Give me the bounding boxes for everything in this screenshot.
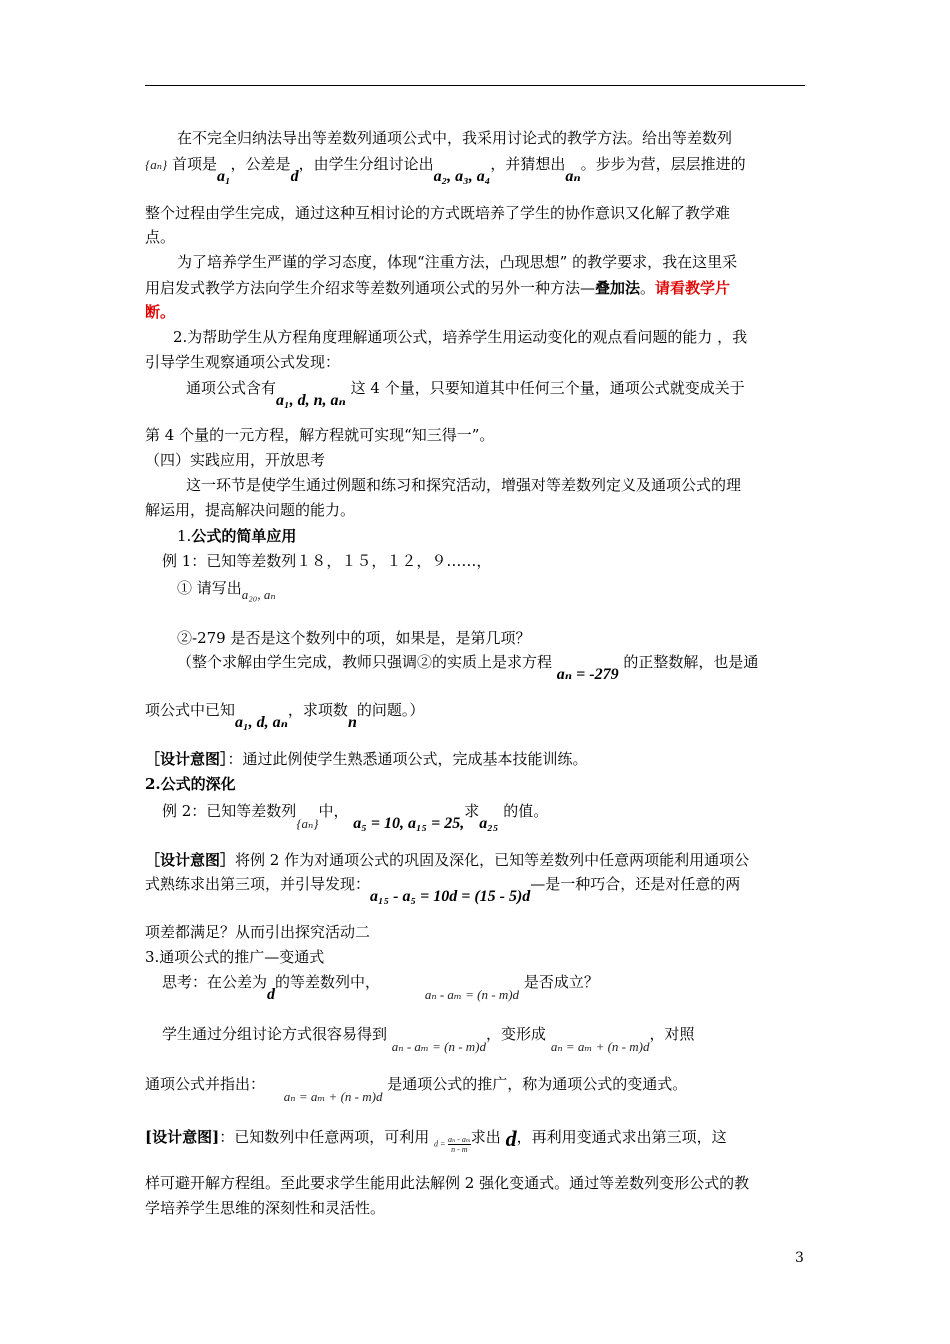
text: 学生通过分组讨论方式很容易得到 xyxy=(162,1025,388,1043)
sub2-intent-line1 xyxy=(145,850,749,870)
para2-line3: 断。 xyxy=(145,303,176,321)
text: 。 xyxy=(640,279,656,297)
text: ，求项数 xyxy=(287,701,348,719)
math-vars: a₁, d, n, aₙ xyxy=(276,392,346,409)
text: 思考：在公差为 xyxy=(162,973,268,991)
bold-text: [设计意图] xyxy=(145,1128,220,1146)
sub2-intent-line2 xyxy=(145,874,741,905)
math-fraction xyxy=(434,1135,471,1154)
red-text: 请看教学片 xyxy=(655,279,731,297)
text: ：通过此例使学生熟悉通项公式，完成基本技能训练。 xyxy=(227,750,588,768)
text: 通项公式含有 xyxy=(186,379,277,397)
sub1-example: 例 1：已知等差数列１８，１５，１２，９……， xyxy=(162,552,492,570)
para1-line2 xyxy=(145,154,746,185)
text: 的等差数列中， xyxy=(275,973,381,991)
sub1-intent xyxy=(145,749,588,769)
math-n: n xyxy=(347,714,357,731)
page-number: 3 xyxy=(795,1250,804,1266)
math-q1: a₂₀, aₙ xyxy=(241,587,276,602)
sub1-title xyxy=(177,526,296,546)
text: 中， xyxy=(318,802,349,820)
text: 是否成立？ xyxy=(523,973,599,991)
text: ，公差是 xyxy=(230,155,291,173)
math-formula: aₙ - aₘ = (n - m)d xyxy=(424,987,520,1002)
sub2-intent-line3: 项差都满足？从而引出探究活动二 xyxy=(145,923,371,941)
text: ：已知数列中任意两项，可利用 xyxy=(219,1128,430,1146)
frac-num: aₙ - aₘ xyxy=(447,1134,471,1144)
text: 是通项公式的推广，称为通项公式的变通式。 xyxy=(387,1075,688,1093)
math-seq-an: {aₙ} xyxy=(145,157,168,172)
text: 的问题。） xyxy=(356,701,425,719)
text: ，并猜想出 xyxy=(490,155,566,173)
item2-line1: 2.为帮助学生从方程角度理解通项公式，培养学生用运动变化的观点看问题的能力 ，我 xyxy=(173,328,748,346)
text: 例 2：已知等差数列 xyxy=(162,802,297,820)
math-d: d xyxy=(267,986,276,1003)
text: 1. xyxy=(177,527,192,545)
text: ① 请写出 xyxy=(177,579,242,597)
math-seq: {aₙ} xyxy=(296,816,319,831)
text: ，由学生分组讨论出 xyxy=(298,155,434,173)
text: 将例 2 作为对通项公式的巩固及深化，已知等差数列中任意两项能利用通项公 xyxy=(235,851,750,869)
sub1-note-line1 xyxy=(177,652,759,683)
bold-text: 公式的简单应用 xyxy=(191,527,297,545)
bold-text: ［设计意图］ xyxy=(145,750,228,768)
text: ，再利用变通式求出第三项，这 xyxy=(516,1128,727,1146)
sub2-title: 2.公式的深化 xyxy=(145,775,236,793)
text: 求 xyxy=(464,802,480,820)
section4-line1: 这一环节是使学生通过例题和练习和探究活动，增强对等差数列定义及通项公式的理 xyxy=(186,476,742,494)
frac-den: n - m xyxy=(451,1144,468,1154)
math-eq: aₙ = -279 xyxy=(556,666,619,683)
math-f3: aₙ = aₘ + (n - m)d xyxy=(283,1089,383,1104)
math-diff: a₁₅ - a₅ = 10d = (15 - 5)d xyxy=(370,888,531,905)
item2-line4: 第 4 个量的一元方程，解方程就可实现“知三得一”。 xyxy=(145,426,495,444)
bold-text: ［设计意图］ xyxy=(145,851,236,869)
text: ，对照 xyxy=(649,1025,695,1043)
bold-text: 叠加法 xyxy=(595,279,641,297)
sub3-title: 3.通项公式的推广—变通式 xyxy=(145,948,325,966)
section4-line2: 解运用，提高解决问题的能力。 xyxy=(145,501,356,519)
text: 通项公式并指出： xyxy=(145,1075,266,1093)
math-f1: aₙ - aₘ = (n - m)d xyxy=(391,1039,487,1054)
text: 。步步为营，层层推进的 xyxy=(580,155,746,173)
sub3-intent-line2: 样可避开解方程组。至此要求学生能用此法解例 2 强化变通式。通过等差数列变形公式的教 xyxy=(145,1174,750,1192)
text: 的正整数解，也是通 xyxy=(623,653,759,671)
sub2-example xyxy=(162,801,549,832)
text: 首项是 xyxy=(171,155,217,173)
sub3-intent-line3: 学培养学生思维的深刻性和灵活性。 xyxy=(145,1199,386,1217)
sub1-note-line2 xyxy=(145,700,425,731)
para2-line1: 为了培养学生严谨的学习态度，体现“注重方法，凸现思想” 的教学要求，我在这里采 xyxy=(177,253,738,271)
math-an: aₙ xyxy=(565,168,581,185)
para1-line3: 整个过程由学生完成，通过这种互相讨论的方式既培养了学生的协作意识又化解了教学难 xyxy=(145,204,731,222)
sub3-think xyxy=(162,972,599,1003)
math-d2: d xyxy=(505,1126,517,1151)
header-rule xyxy=(145,85,805,86)
math-a234: a₂, a₃, a₄ xyxy=(433,168,491,185)
math-given: a₅ = 10, a₁₅ = 25, xyxy=(353,815,465,832)
item2-line3 xyxy=(186,378,745,409)
text: —是一种巧合，还是对任意的两 xyxy=(530,875,741,893)
sub3-line3 xyxy=(145,1074,688,1104)
math-f2: aₙ = aₘ + (n - m)d xyxy=(550,1039,650,1054)
para2-line2 xyxy=(145,278,730,298)
math-a25: a₂₅ xyxy=(479,815,499,832)
para1-line1: 在不完全归纳法导出等差数列通项公式中，我采用讨论式的教学方法。给出等差数列 xyxy=(177,129,733,147)
text: （整个求解由学生完成，教师只强调②的实质上是求方程 xyxy=(177,653,553,671)
text: 式熟练求出第三项，并引导发现： xyxy=(145,875,371,893)
text: 的值。 xyxy=(503,802,549,820)
math-known: a₁, d, aₙ xyxy=(235,714,288,731)
math-d: d xyxy=(290,168,299,185)
sub3-intent-line1 xyxy=(145,1125,727,1154)
sub3-line2 xyxy=(162,1024,695,1054)
para1-line4: 点。 xyxy=(145,228,176,246)
text: 这 4 个量，只要知道其中任何三个量，通项公式就变成关于 xyxy=(350,379,745,397)
section4-heading: （四）实践应用，开放思考 xyxy=(145,451,326,469)
sub1-q1 xyxy=(177,578,276,602)
sub1-q2: ②-279 是否是这个数列中的项，如果是，是第几项？ xyxy=(177,629,531,647)
text: ，变形成 xyxy=(486,1025,547,1043)
text: 求出 xyxy=(470,1128,501,1146)
frac-body xyxy=(448,1135,471,1154)
item2-line2: 引导学生观察通项公式发现： xyxy=(145,353,341,371)
text: 项公式中已知 xyxy=(145,701,236,719)
math-a1: a₁ xyxy=(216,168,231,185)
frac-lhs: d = xyxy=(434,1139,446,1148)
text: 用启发式教学方法向学生介绍求等差数列通项公式的另外一种方法— xyxy=(145,279,596,297)
